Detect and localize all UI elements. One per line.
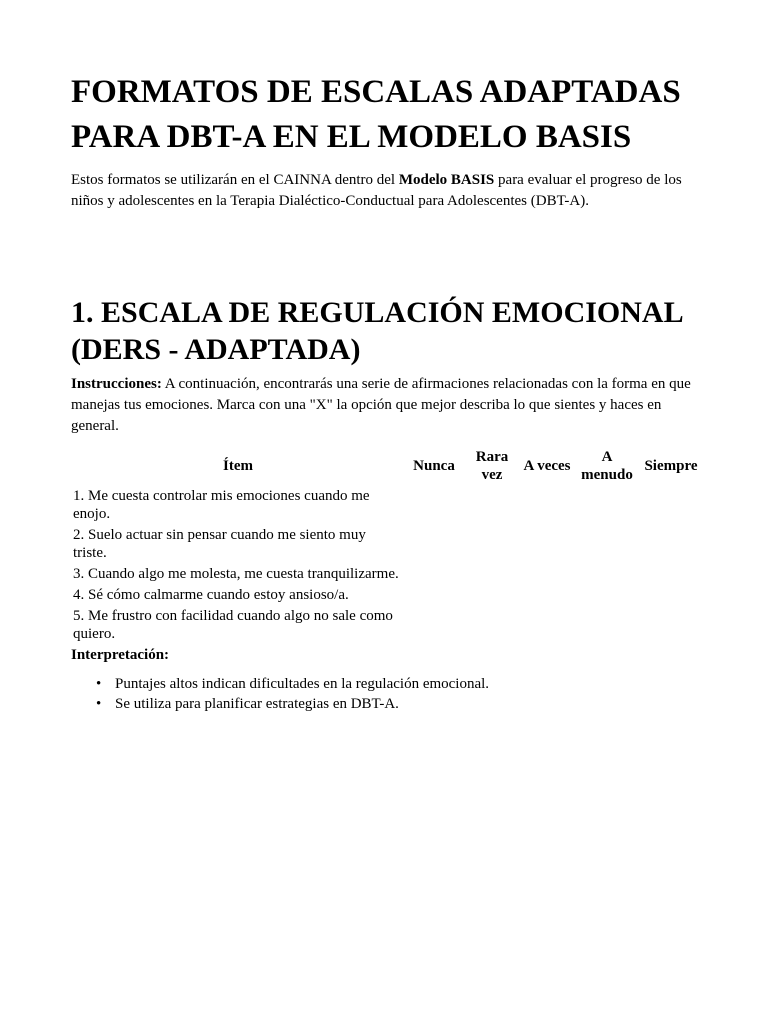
cell-a-menudo[interactable] <box>573 585 641 606</box>
header-rara-vez: Rara vez <box>475 449 509 483</box>
table-header-row <box>71 446 701 486</box>
row-item-text: 5. Me frustro con facilidad cuando algo no sale como quiero. <box>73 608 393 642</box>
interpretation-list <box>71 674 489 714</box>
cell-a-veces[interactable] <box>521 606 573 645</box>
cell-siempre[interactable] <box>641 564 701 585</box>
list-item-text: Puntajes altos indican dificultades en la regulación emocional. <box>115 676 490 692</box>
cell-rara-vez[interactable] <box>463 564 521 585</box>
table-row <box>71 486 701 525</box>
instructions-paragraph <box>71 374 701 437</box>
table-row <box>71 564 701 585</box>
cell-nunca[interactable] <box>405 525 463 564</box>
bullet-icon: • <box>96 696 102 712</box>
cell-a-menudo[interactable] <box>573 486 641 525</box>
section-1-title-line-1: 1. ESCALA DE REGULACIÓN EMOCIONAL <box>71 296 684 329</box>
row-item-text: 4. Sé cómo calmarme cuando estoy ansioso/a. <box>73 587 349 603</box>
cell-a-veces[interactable] <box>521 585 573 606</box>
cell-a-menudo[interactable] <box>573 564 641 585</box>
table-row <box>71 606 701 645</box>
intro-text-start: Estos formatos se utilizarán en el CAINNA dentro del <box>71 172 399 188</box>
cell-a-veces[interactable] <box>521 525 573 564</box>
document-title-line-1: FORMATOS DE ESCALAS ADAPTADAS <box>71 74 681 110</box>
header-siempre: Siempre <box>644 458 698 474</box>
cell-siempre[interactable] <box>641 525 701 564</box>
cell-nunca[interactable] <box>405 585 463 606</box>
cell-rara-vez[interactable] <box>463 525 521 564</box>
header-a-veces: A veces <box>523 458 571 474</box>
cell-a-veces[interactable] <box>521 564 573 585</box>
header-item: Ítem <box>223 458 253 474</box>
scale-table <box>71 446 701 645</box>
section-1-title-line-2: (DERS - ADAPTADA) <box>71 333 361 366</box>
table-row <box>71 585 701 606</box>
cell-siempre[interactable] <box>641 606 701 645</box>
intro-paragraph <box>71 170 701 212</box>
cell-nunca[interactable] <box>405 606 463 645</box>
instructions-label: Instrucciones: <box>71 376 162 392</box>
list-item-text: Se utiliza para planificar estrategias en DBT-A. <box>115 696 399 712</box>
cell-a-veces[interactable] <box>521 486 573 525</box>
document-title-line-2: PARA DBT-A EN EL MODELO BASIS <box>71 119 632 155</box>
row-item-text: 1. Me cuesta controlar mis emociones cuando me enojo. <box>73 488 370 522</box>
header-a-menudo: A menudo <box>581 449 633 483</box>
cell-siempre[interactable] <box>641 486 701 525</box>
cell-a-menudo[interactable] <box>573 525 641 564</box>
document-title <box>71 70 711 160</box>
cell-nunca[interactable] <box>405 564 463 585</box>
instructions-text: A continuación, encontrarás una serie de afirmaciones relacionadas con la forma en que manejas tus emociones. Marca con una "X" la opción que mejor describa lo que sientes y haces en general. <box>71 376 691 434</box>
cell-a-menudo[interactable] <box>573 606 641 645</box>
list-item <box>71 674 489 694</box>
table-row <box>71 525 701 564</box>
cell-nunca[interactable] <box>405 486 463 525</box>
cell-siempre[interactable] <box>641 585 701 606</box>
cell-rara-vez[interactable] <box>463 606 521 645</box>
row-item-text: 3. Cuando algo me molesta, me cuesta tranquilizarme. <box>73 566 399 582</box>
list-item <box>71 694 489 714</box>
header-nunca: Nunca <box>413 458 455 474</box>
intro-text-end: para evaluar el progreso de los niños y adolescentes en la Terapia Dialéctico-Conductual para Adolescentes (DBT-A). <box>71 172 682 209</box>
cell-rara-vez[interactable] <box>463 585 521 606</box>
row-item-text: 2. Suelo actuar sin pensar cuando me siento muy triste. <box>73 527 366 561</box>
bullet-icon: • <box>96 676 102 692</box>
cell-rara-vez[interactable] <box>463 486 521 525</box>
interpretation-label: Interpretación: <box>71 647 170 663</box>
section-1-title <box>71 294 711 368</box>
intro-bold-model: Modelo BASIS <box>398 172 495 188</box>
